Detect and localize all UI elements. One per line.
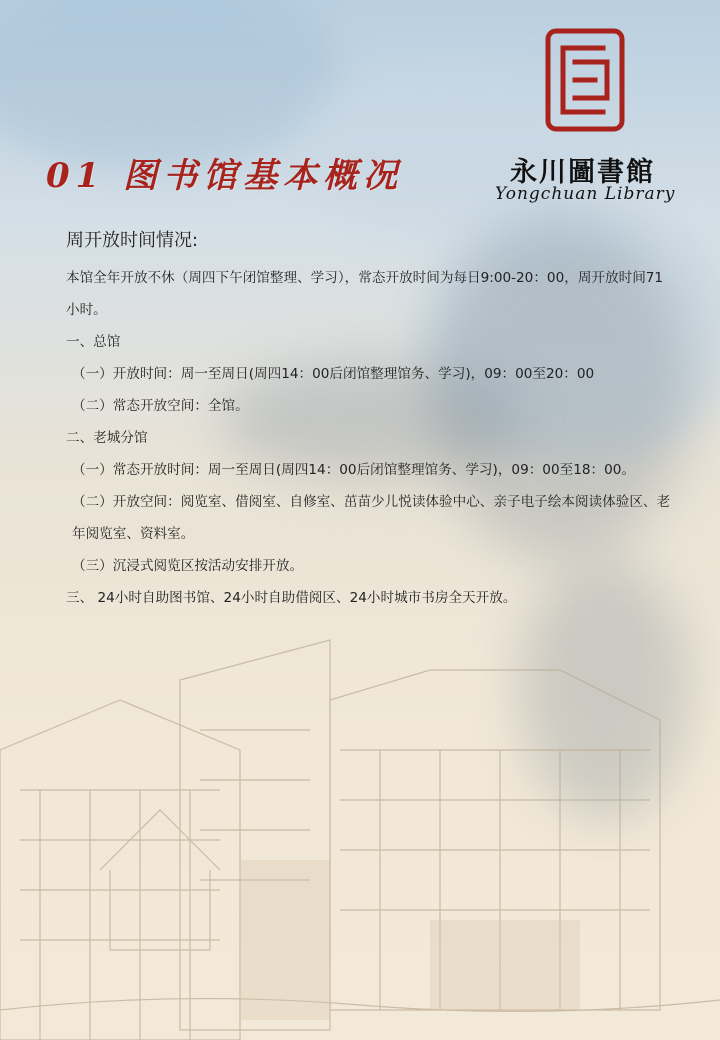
heading-main-library: 一、总馆 <box>66 334 121 350</box>
main-library-space: （二）常态开放空间：全馆。 <box>72 398 249 414</box>
section-subtitle: 周开放时间情况: <box>66 230 199 251</box>
library-seal-icon <box>545 28 625 132</box>
intro-paragraph: 本馆全年开放不休（周四下午闭馆整理、学习），常态开放时间为每日9:00-20：00，周开放时间71小时。 <box>66 270 664 318</box>
old-town-hours: （一）常态开放时间：周一至周日(周四14：00后闭馆整理馆务、学习)，09：00至18：00。 <box>72 462 635 478</box>
opening-hours-section <box>66 226 676 614</box>
old-town-spaces: （二）开放空间：阅览室、借阅室、自修室、茁苗少儿悦读体验中心、亲子电子绘本阅读体验区、老年阅览室、资料室。 <box>72 494 671 542</box>
page-title: 01 图书馆基本概况 <box>46 156 404 196</box>
immersive-reading-area: （三）沉浸式阅览区按活动安排开放。 <box>72 558 304 574</box>
heading-old-town-branch: 二、老城分馆 <box>66 430 148 446</box>
library-logo-english: Yongchuan Library <box>495 184 676 204</box>
sky-cloud <box>0 0 340 170</box>
main-library-hours: （一）开放时间：周一至周日(周四14：00后闭馆整理馆务、学习)，09：00至20：00 <box>72 366 595 382</box>
self-service-24h: 三、 24小时自助图书馆、24小时自助借阅区、24小时城市书房全天开放。 <box>66 590 517 606</box>
library-logo-chinese: 永川圖書館 <box>510 157 655 188</box>
